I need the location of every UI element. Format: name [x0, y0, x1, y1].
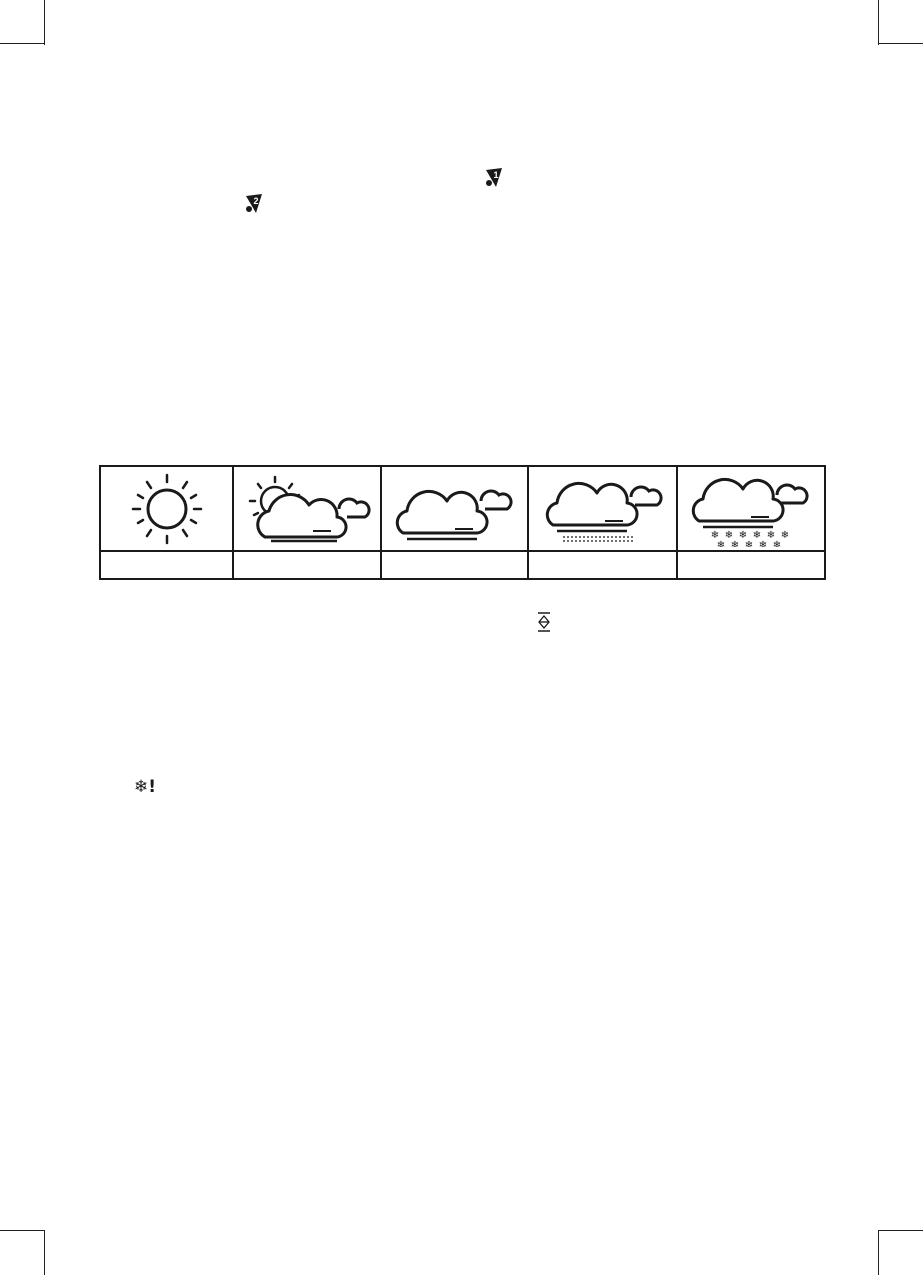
snowy-icon	[681, 471, 821, 547]
crop-mark	[44, 1230, 45, 1275]
svg-text:❄: ❄	[772, 539, 782, 547]
forecast-label	[233, 551, 381, 579]
crop-mark	[878, 43, 923, 44]
sensor-channel-1-icon	[482, 165, 506, 189]
svg-text:1: 1	[493, 170, 499, 180]
svg-text:❄: ❄	[724, 529, 734, 541]
crop-mark	[878, 1230, 879, 1275]
crop-mark	[0, 1230, 45, 1231]
forecast-label	[528, 551, 677, 579]
svg-text:❄: ❄	[744, 539, 754, 547]
crop-mark	[878, 0, 879, 45]
svg-text:❄: ❄	[716, 539, 726, 547]
forecast-cell-snowy	[677, 466, 825, 551]
pressure-trend-icon	[537, 612, 551, 632]
cloudy-icon	[385, 471, 525, 547]
partly-cloudy-icon	[237, 471, 377, 547]
svg-text:❄: ❄	[752, 529, 762, 541]
rainy-icon	[533, 471, 673, 547]
forecast-cell-partly-cloudy	[233, 466, 381, 551]
forecast-label	[677, 551, 825, 579]
sensor-channel-2-icon	[242, 191, 266, 215]
svg-text:❄: ❄	[780, 529, 790, 541]
sunny-icon	[127, 471, 207, 547]
forecast-cell-rainy	[528, 466, 677, 551]
forecast-cell-cloudy	[381, 466, 528, 551]
crop-mark	[0, 43, 45, 44]
crop-mark	[878, 1230, 923, 1231]
svg-text:❄: ❄	[738, 529, 748, 541]
forecast-label	[381, 551, 528, 579]
svg-text:❄: ❄	[730, 539, 740, 547]
crop-mark	[44, 0, 45, 45]
frost-warning-icon: ❄!	[134, 777, 156, 797]
forecast-cell-sunny	[100, 466, 233, 551]
svg-text:❄: ❄	[710, 529, 720, 541]
svg-text:2: 2	[253, 196, 259, 206]
svg-text:❄: ❄	[758, 539, 768, 547]
forecast-icon-table	[99, 465, 826, 580]
svg-text:❄: ❄	[766, 529, 776, 541]
forecast-label	[100, 551, 233, 579]
